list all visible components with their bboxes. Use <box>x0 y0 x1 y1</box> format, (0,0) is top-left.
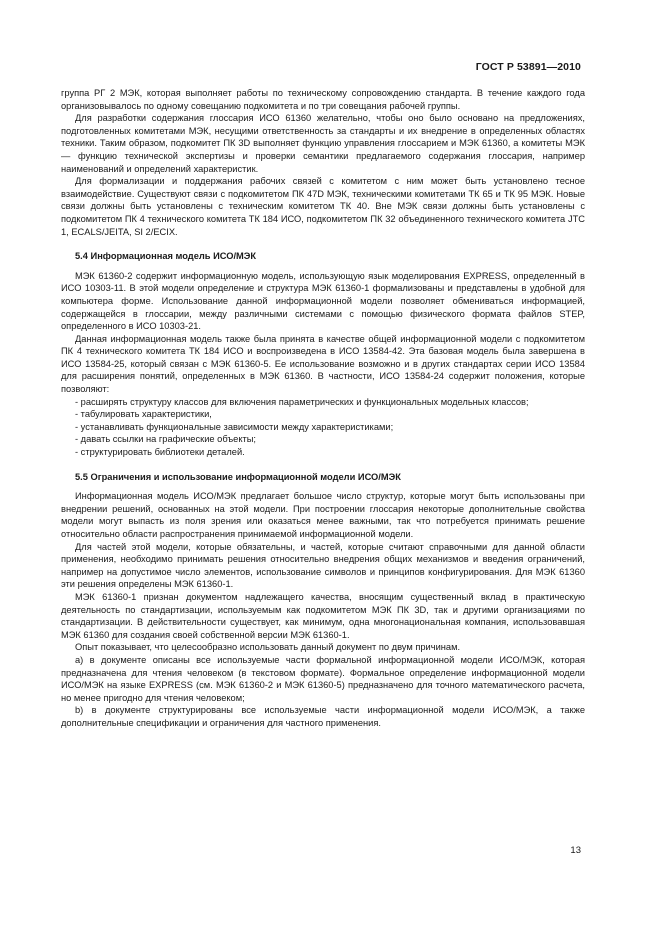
paragraph-two-reasons: Опыт показывает, что целесообразно использовать данный документ по двум причинам. <box>75 642 461 653</box>
page-number: 13 <box>570 845 581 856</box>
paragraph-rg2-continuation: группа РГ 2 МЭК, которая выполняет работы по техническому сопровождению стандарта. В течение каждого года организовывалось по одному совещанию подкомитета и по три совещания рабочей группы. <box>61 88 585 111</box>
paragraph-liaisons: Для формализации и поддержания рабочих связей с комитетом с ним может быть установлено тесное взаимодействие. Существуют связи с подкомитетом ПК 47D МЭК, техническими комитетами ТК 65 и ТК 95 МЭК. Новые связи должны быть установлены с техническим комитетом ТК 40. Вне МЭК связи должны быть установлены с подкомитетом ПК 4 технического комитета ТК 184 ИСО, подкомитетом ПК 32 объединенного технического комитета JTC 1, ECALS/JEITA, SI 2/ECIX. <box>61 176 585 237</box>
paragraph-iec-61360-1-quality: МЭК 61360-1 признан документом надлежащего качества, вносящим существенный вклад в практическую деятельность по стандартизации, используемым как подкомитетом МЭК ПК 3D, так и другими организациями по стандартизации. В действительности существует, как минимум, одна многонациональная компания, использовавшая МЭК 61360 для создания своей собственной версии МЭК 61360-1. <box>61 591 585 640</box>
paragraph-information-model: МЭК 61360-2 содержит информационную модель, использующую язык моделирования EXPRESS, определенный в ИСО 10303-11. В этой модели определение и структура МЭК 61360-1 формализованы и представлены в удобной для компьютера форме. Использование данной информационной модели позволяет обмениваться информацией, содержащейся в глоссарии, между различными системами с помощью физического формата файлов STEP, определенного в ИСО 10303-21. <box>61 270 585 332</box>
paragraph-reason-a: а) в документе описаны все используемые части формальной информационной модели ИСО/МЭК, которая предназначена для чтения человеком (в текстовом формате). Формальное определение информационной модели ИСО/МЭК на языке EXPRESS (см. МЭК 61360-2 и МЭК 61360-5) предназначено для точного математического расчета, но менее пригодно для чтения человеком; <box>61 654 585 703</box>
list-item: - табулировать характеристики, <box>75 409 212 420</box>
paragraph-reason-b: b) в документе структурированы все используемые части информационной модели ИСО/МЭК, а также дополнительные спецификации и ограничения для частного применения. <box>61 705 585 728</box>
document-designation: ГОСТ Р 53891—2010 <box>475 61 581 73</box>
list-item: - структурировать библиотеки деталей. <box>75 447 245 458</box>
paragraph-common-model: Данная информационная модель также была принята в качестве общей информационной модели с подкомитетом ПК 4 технического комитета ТК 184 ИСО и воспроизведена в ИСО 13584-42. Эта базовая модель была завершена в ИСО 13584-25, который связан с МЭК 61360-5. Ее использование возможно и в других стандартах серии ИСО 13584 для расширения понятий, определенных в МЭК 61360. В частности, ИСО 13584-24 содержит положения, которые позволяют: <box>61 333 585 395</box>
paragraph-model-parts: Для частей этой модели, которые обязательны, и частей, которые считают справочными для данной области применения, необходимо принимать решения относительно внедрения общих механизмов и введения ограничений, например на допустимое число элементов, использование символов и принципов конфигурирования. Для МЭК 61360 эти решения определены МЭК 61360-1. <box>61 541 585 590</box>
section-heading-5-4: 5.4 Информационная модель ИСО/МЭК <box>75 251 257 262</box>
section-heading-5-5: 5.5 Ограничения и использование информационной модели ИСО/МЭК <box>75 471 401 482</box>
paragraph-model-structures: Информационная модель ИСО/МЭК предлагает большое число структур, которые могут быть использованы при внедрении решений, основанных на этой модели. При построении глоссария некоторые дополнительные свойства модели могут выпасть из поля зрения или оказаться менее важными, так что потребуется принимать решение относительно области распространения принимаемой информационной модели. <box>61 491 585 539</box>
list-item: - расширять структуру классов для включения параметрических и функциональных модельных классов; <box>75 396 529 407</box>
list-item: - давать ссылки на графические объекты; <box>75 434 257 445</box>
page-body <box>61 87 585 730</box>
list-item: - устанавливать функциональные зависимости между характеристиками; <box>75 421 394 432</box>
paragraph-glossary-development: Для разработки содержания глоссария ИСО 61360 желательно, чтобы оно было основано на предложениях, подготовленных комитетами МЭК, несущими ответственность за стандарты и их внедрение в определенных областях техники. Таким образом, подкомитет ПК 3D выполняет функцию управления глоссарием и МЭК 61360, а комитеты МЭК — функцию технической экспертизы и проверки семантики предлагаемого содержания глоссария, например наименований и определений характеристик. <box>61 113 585 174</box>
